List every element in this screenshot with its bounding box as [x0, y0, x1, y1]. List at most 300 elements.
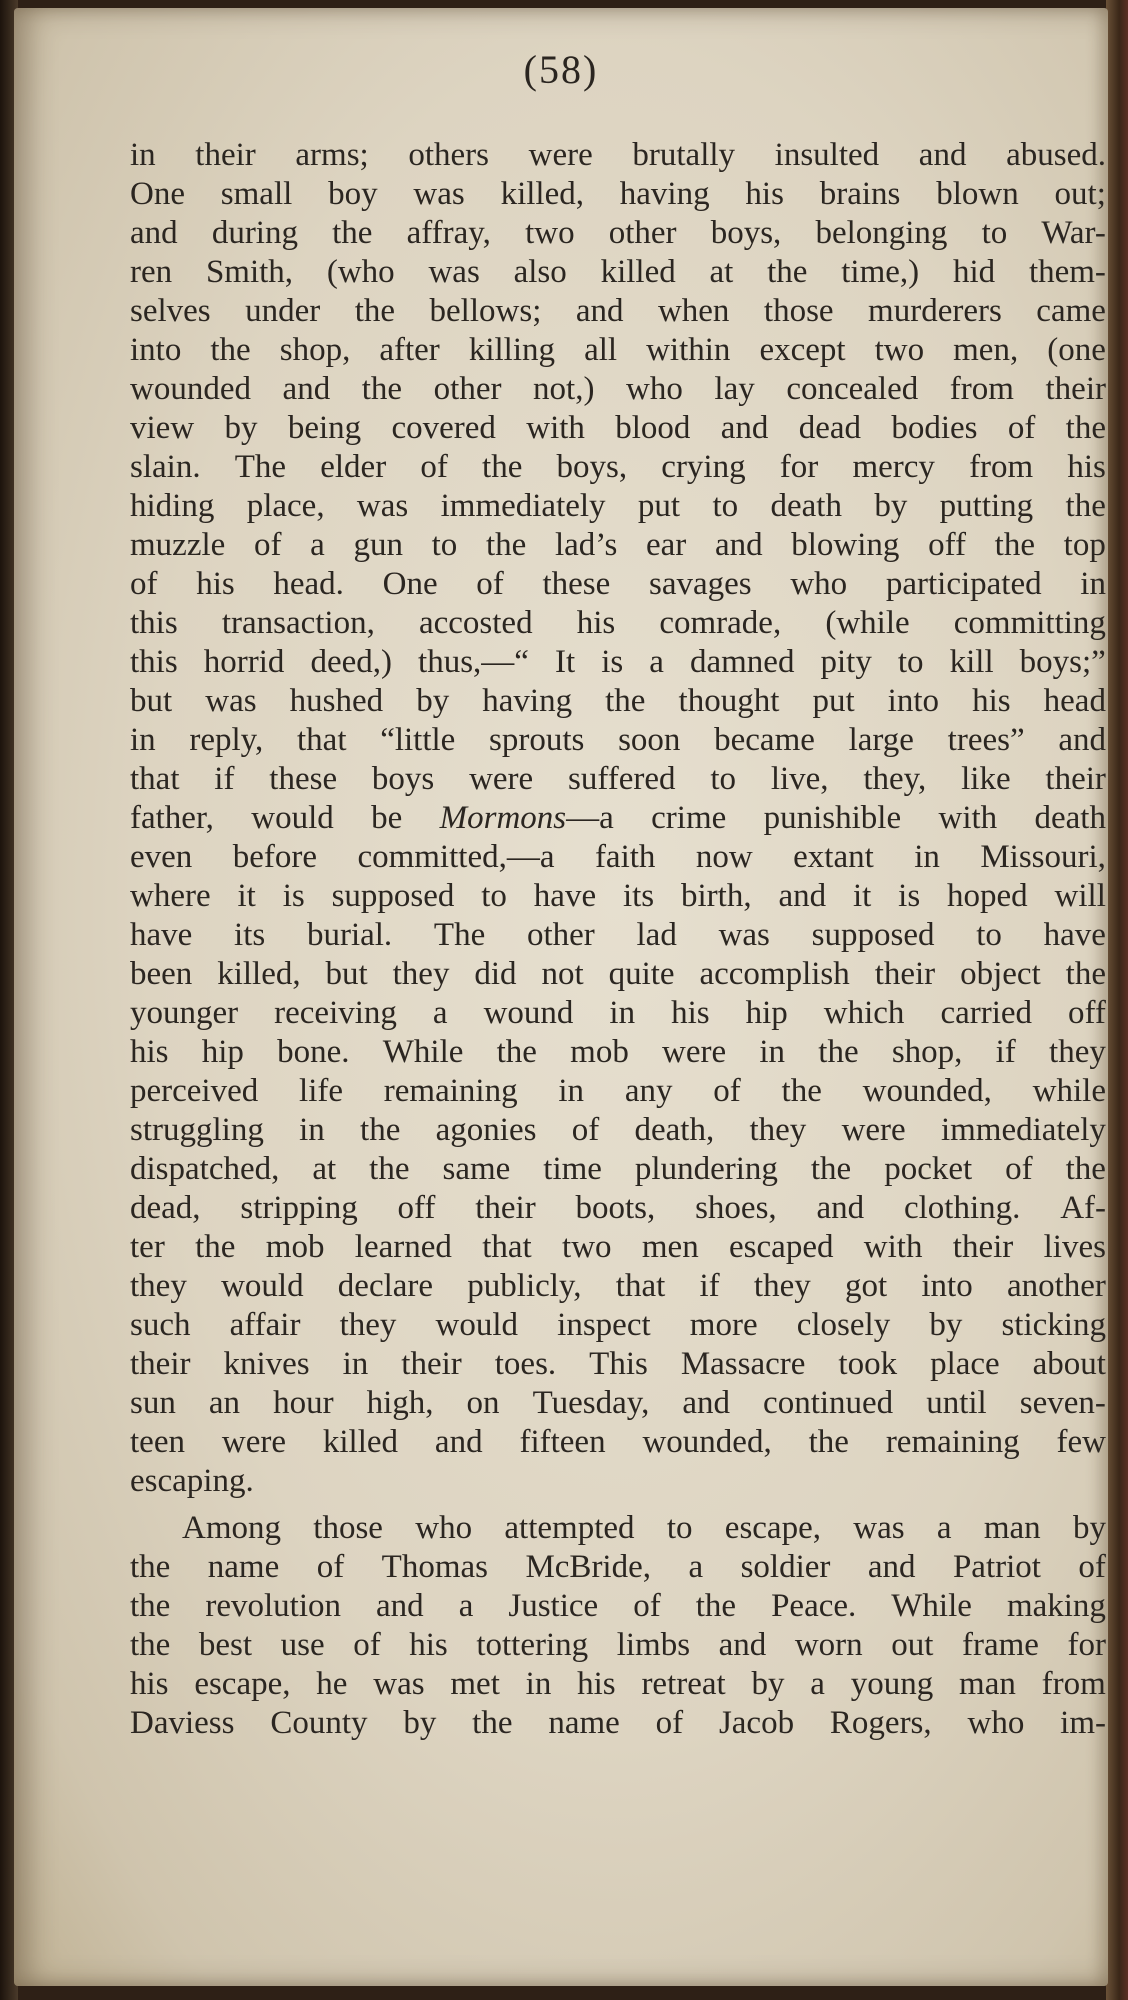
word: others: [408, 137, 490, 173]
word: best: [198, 1627, 253, 1663]
word: extant: [793, 839, 874, 875]
word: a: [688, 1549, 704, 1585]
text-line: [130, 409, 1106, 448]
word: the: [767, 254, 808, 290]
word: clothing.: [903, 1190, 1021, 1226]
word: after: [379, 332, 440, 368]
word: (while: [825, 605, 910, 641]
word: ter: [130, 1229, 165, 1265]
word: place: [930, 1346, 1000, 1382]
word: man: [959, 1666, 1016, 1702]
word: escape,: [194, 1666, 291, 1702]
word: by: [874, 488, 908, 524]
text-line: [130, 1111, 1106, 1150]
word: Justice: [508, 1588, 599, 1624]
word: pocket: [884, 1151, 973, 1187]
text-line: [130, 136, 1106, 175]
word: hip: [201, 1034, 244, 1070]
word: Tuesday,: [532, 1385, 650, 1421]
word: in: [759, 1034, 786, 1070]
word: suffered: [568, 761, 676, 797]
word: plundering: [634, 1151, 778, 1187]
word: continued: [763, 1385, 894, 1421]
word: the: [354, 293, 396, 329]
word: knives: [223, 1346, 310, 1382]
word: toes.: [494, 1346, 557, 1382]
word: sun: [130, 1385, 176, 1421]
word: wounded,: [862, 1073, 992, 1109]
word: im-: [1060, 1705, 1106, 1741]
word: who: [790, 566, 848, 602]
word: (who: [326, 254, 395, 290]
text-line: [130, 1189, 1106, 1228]
word: were: [528, 137, 593, 173]
word: and: [714, 527, 763, 563]
word: their: [401, 1346, 462, 1382]
word: of: [571, 1112, 600, 1148]
word: slain.: [130, 449, 201, 485]
word: into: [130, 332, 182, 368]
word: two: [874, 332, 925, 368]
word: by: [416, 683, 450, 719]
word: hiding: [130, 488, 215, 524]
word: retreat: [641, 1666, 726, 1702]
word: of: [1007, 410, 1036, 446]
word: faith: [594, 839, 656, 875]
word: attempted: [504, 1510, 635, 1546]
word: where: [130, 878, 211, 914]
word: and: [816, 1190, 865, 1226]
word: be: [371, 800, 403, 836]
word: pity: [820, 644, 872, 680]
word: would: [435, 1307, 519, 1343]
word: by: [224, 410, 258, 446]
word: transaction,: [221, 605, 375, 641]
word: killed: [600, 254, 676, 290]
word: while: [1032, 1073, 1106, 1109]
word: off: [397, 1190, 436, 1226]
word: name: [207, 1549, 280, 1585]
word: participated: [885, 566, 1042, 602]
word: they: [749, 1112, 807, 1148]
word: closely: [796, 1307, 891, 1343]
word: view: [130, 410, 195, 446]
word: these: [542, 566, 611, 602]
word: have: [1043, 917, 1106, 953]
text-line: [130, 838, 1106, 877]
word: few: [1056, 1424, 1106, 1460]
word: high,: [366, 1385, 434, 1421]
word: the: [994, 527, 1035, 563]
word: that: [482, 1229, 532, 1265]
word: accomplish: [699, 956, 850, 992]
word: the: [781, 1073, 822, 1109]
word: bellows;: [429, 293, 542, 329]
word: of: [130, 566, 158, 602]
word: the: [130, 1627, 171, 1663]
word: would: [251, 800, 334, 836]
word: under: [245, 293, 321, 329]
word: concealed: [786, 371, 919, 407]
text-line: [130, 526, 1106, 565]
word: birth,: [681, 878, 752, 914]
text-line: [130, 253, 1106, 292]
word: did: [474, 956, 517, 992]
word: the: [361, 371, 403, 407]
book-cover-edge: [1106, 0, 1128, 2000]
word: Smith,: [205, 254, 294, 290]
word: having: [482, 683, 573, 719]
word: its: [234, 917, 266, 953]
word: if: [699, 1268, 720, 1304]
word: revolution: [205, 1588, 341, 1624]
word: the: [360, 1112, 401, 1148]
word: the: [130, 1588, 171, 1624]
word: punishible: [763, 800, 902, 836]
word: also: [513, 254, 567, 290]
word: killed: [322, 1424, 399, 1460]
word: having: [619, 176, 710, 212]
word: inspect: [557, 1307, 651, 1343]
word: until: [926, 1385, 987, 1421]
word: wounded,: [642, 1424, 772, 1460]
word: a: [936, 1510, 952, 1546]
text-line: [130, 955, 1106, 994]
word: ear: [645, 527, 687, 563]
word: of: [316, 1549, 345, 1585]
text-line: [130, 1228, 1106, 1267]
word: shop,: [891, 1034, 963, 1070]
word: escaped: [729, 1229, 834, 1265]
word: lives: [1043, 1229, 1106, 1265]
text-line: [130, 292, 1106, 331]
word: to: [431, 527, 458, 563]
word: quite: [608, 956, 675, 992]
word: it: [237, 878, 256, 914]
word: on: [466, 1385, 500, 1421]
word: hid: [952, 254, 996, 290]
word: Jacob: [718, 1705, 795, 1741]
word: out: [891, 1627, 934, 1663]
word: trees”: [947, 722, 1025, 758]
book-page: [14, 8, 1108, 1986]
word: and: [778, 878, 827, 914]
word: time: [543, 1151, 602, 1187]
text-line: [130, 760, 1106, 799]
word: The: [234, 449, 287, 485]
text-line: [130, 994, 1106, 1033]
word: a: [310, 527, 325, 563]
word: “little: [380, 722, 456, 758]
word: of: [420, 449, 448, 485]
word: young: [850, 1666, 934, 1702]
word: thought: [678, 683, 780, 719]
word: is: [282, 878, 305, 914]
word: affray,: [406, 215, 491, 251]
word: murderers: [868, 293, 1002, 329]
word: thus,—“: [418, 644, 529, 680]
word: would: [221, 1268, 304, 1304]
word: immediately: [440, 488, 606, 524]
word: a: [810, 1666, 825, 1702]
word: before: [232, 839, 318, 875]
text-line: [130, 1423, 1106, 1462]
text-line: [130, 175, 1106, 214]
word: in: [525, 1666, 552, 1702]
word: head: [1043, 683, 1106, 719]
word: live,: [770, 761, 829, 797]
word: mercy: [852, 449, 935, 485]
word: into: [887, 683, 940, 719]
word: learned: [354, 1229, 452, 1265]
word: his: [671, 995, 710, 1031]
word: of: [253, 527, 282, 563]
word: been: [130, 956, 193, 992]
word: comrade,: [659, 605, 782, 641]
word: within: [646, 332, 731, 368]
word: shoes,: [695, 1190, 777, 1226]
word: and: [376, 1588, 424, 1624]
word: deed,): [310, 644, 392, 680]
text-line: [130, 1509, 1106, 1548]
word: being: [287, 410, 362, 446]
word: his: [130, 1666, 169, 1702]
word: their: [1045, 761, 1106, 797]
word: from: [1041, 1666, 1106, 1702]
word: off: [928, 527, 966, 563]
text-line: [130, 877, 1106, 916]
word: for: [1067, 1627, 1106, 1663]
word: declare: [337, 1268, 434, 1304]
text-line: [130, 1033, 1106, 1072]
word: younger: [130, 995, 239, 1031]
word: his: [576, 605, 616, 641]
word: two: [525, 215, 575, 251]
word: to: [976, 917, 1002, 953]
word: of: [353, 1627, 381, 1663]
word: killed,: [217, 956, 301, 992]
word: burial.: [306, 917, 393, 953]
word: making: [1006, 1588, 1106, 1624]
word: took: [838, 1346, 898, 1382]
word: hoped: [947, 878, 1028, 914]
word: hushed: [289, 683, 384, 719]
word: they: [339, 1307, 397, 1343]
word: an: [208, 1385, 241, 1421]
word: at: [312, 1151, 337, 1187]
word: he: [316, 1666, 348, 1702]
word: like: [961, 761, 1011, 797]
text-line: [130, 565, 1106, 604]
word: time,): [841, 254, 920, 290]
word: escaping.: [130, 1463, 254, 1499]
word: man: [983, 1510, 1041, 1546]
word: committing: [953, 605, 1106, 641]
word: blown: [936, 176, 1019, 212]
word: got: [844, 1268, 888, 1304]
word: One: [130, 176, 185, 212]
word: put: [812, 683, 855, 719]
word: Mormons—a: [439, 800, 614, 836]
word: their: [952, 1229, 1014, 1265]
word: Missouri,: [980, 839, 1106, 875]
word: except: [759, 332, 846, 368]
word: damned: [689, 644, 795, 680]
word: they: [392, 956, 450, 992]
word: was: [853, 1510, 905, 1546]
word: mob: [265, 1229, 325, 1265]
word: the: [210, 332, 251, 368]
word: boys: [371, 761, 435, 797]
word: of: [476, 566, 504, 602]
word: if: [995, 1034, 1016, 1070]
word: their: [1045, 371, 1106, 407]
word: it: [852, 878, 872, 914]
word: affair: [229, 1307, 301, 1343]
word: soldier: [740, 1549, 831, 1585]
word: lad: [636, 917, 677, 953]
word: bodies: [891, 410, 978, 446]
word: who: [626, 371, 683, 407]
word: was: [413, 176, 465, 212]
text-line: [130, 1306, 1106, 1345]
word: a: [649, 644, 664, 680]
word: to: [481, 878, 507, 914]
word: to: [710, 761, 736, 797]
word: the: [485, 527, 527, 563]
word: but: [325, 956, 368, 992]
word: reply,: [189, 722, 264, 758]
word: who: [415, 1510, 473, 1546]
word: remaining: [885, 1424, 1020, 1460]
word: agonies: [435, 1112, 537, 1148]
word: accosted: [418, 605, 533, 641]
word: their: [195, 137, 256, 173]
word: Patriot: [952, 1549, 1041, 1585]
word: head.: [273, 566, 344, 602]
word: death,: [634, 1112, 715, 1148]
word: crime: [651, 800, 727, 836]
word: stripping: [240, 1190, 358, 1226]
word: father,: [130, 800, 214, 836]
word: escape,: [724, 1510, 821, 1546]
word: that: [297, 722, 347, 758]
word: to: [666, 1510, 693, 1546]
word: dead: [798, 410, 862, 446]
word: name: [548, 1705, 620, 1741]
word: this: [130, 644, 178, 680]
word: in: [130, 137, 156, 173]
word: shop,: [279, 332, 351, 368]
word: same: [442, 1151, 511, 1187]
text-line: [130, 1548, 1106, 1587]
word: sprouts: [489, 722, 585, 758]
word: and: [682, 1385, 731, 1421]
word: their: [874, 956, 936, 992]
word: One: [382, 566, 438, 602]
word: the: [1065, 410, 1106, 446]
word: to: [981, 215, 1008, 251]
word: putting: [939, 488, 1034, 524]
word: boys,: [710, 215, 782, 251]
text-line: [130, 1072, 1106, 1111]
word: lad’s: [554, 527, 618, 563]
word: in: [1080, 566, 1106, 602]
word: in: [914, 839, 940, 875]
word: insulted: [774, 137, 880, 173]
text-line: [130, 331, 1106, 370]
word: into: [921, 1268, 973, 1304]
word: War-: [1041, 215, 1106, 251]
word: Massacre: [680, 1346, 806, 1382]
word: were: [662, 1034, 727, 1070]
word: the: [1065, 956, 1106, 992]
word: in: [342, 1346, 369, 1382]
word: supposed: [811, 917, 935, 953]
word: the: [605, 683, 646, 719]
word: were: [469, 761, 534, 797]
word: perceived: [130, 1073, 259, 1109]
word: were: [221, 1424, 286, 1460]
word: McBride,: [525, 1549, 651, 1585]
word: more: [689, 1307, 758, 1343]
word: tottering: [476, 1627, 589, 1663]
word: any: [624, 1073, 673, 1109]
word: other: [433, 371, 502, 407]
word: was: [205, 683, 257, 719]
word: arms;: [295, 137, 369, 173]
word: even: [130, 839, 193, 875]
word: at: [709, 254, 734, 290]
word: during: [211, 215, 298, 251]
word: the: [808, 1424, 849, 1460]
word: selves: [130, 293, 211, 329]
word: all: [584, 332, 618, 368]
word: crying: [661, 449, 746, 485]
word: to: [712, 488, 739, 524]
word: the: [1065, 488, 1106, 524]
text-line: [130, 1626, 1106, 1665]
text-line: [130, 604, 1106, 643]
word: and: [867, 1549, 916, 1585]
word: with: [526, 410, 585, 446]
word: wound: [483, 995, 574, 1031]
word: by: [403, 1705, 437, 1741]
word: but: [130, 683, 173, 719]
word: life: [299, 1073, 344, 1109]
word: of: [1005, 1151, 1033, 1187]
word: dispatched,: [130, 1151, 280, 1187]
word: object: [960, 956, 1041, 992]
word: and: [434, 1424, 483, 1460]
text-line: [130, 448, 1106, 487]
word: they: [1049, 1034, 1106, 1070]
text-line: [130, 916, 1106, 955]
word: they: [130, 1268, 187, 1304]
word: death: [1034, 800, 1106, 836]
word: frame: [961, 1627, 1039, 1663]
text-line: [130, 370, 1106, 409]
text-line: [130, 682, 1106, 721]
word: was: [428, 254, 480, 290]
word: committed,—a: [357, 839, 555, 875]
word: men,: [953, 332, 1019, 368]
word: a: [432, 995, 448, 1031]
word: when: [657, 293, 730, 329]
word: publicly,: [467, 1268, 582, 1304]
word: its: [622, 878, 655, 914]
word: them-: [1028, 254, 1106, 290]
